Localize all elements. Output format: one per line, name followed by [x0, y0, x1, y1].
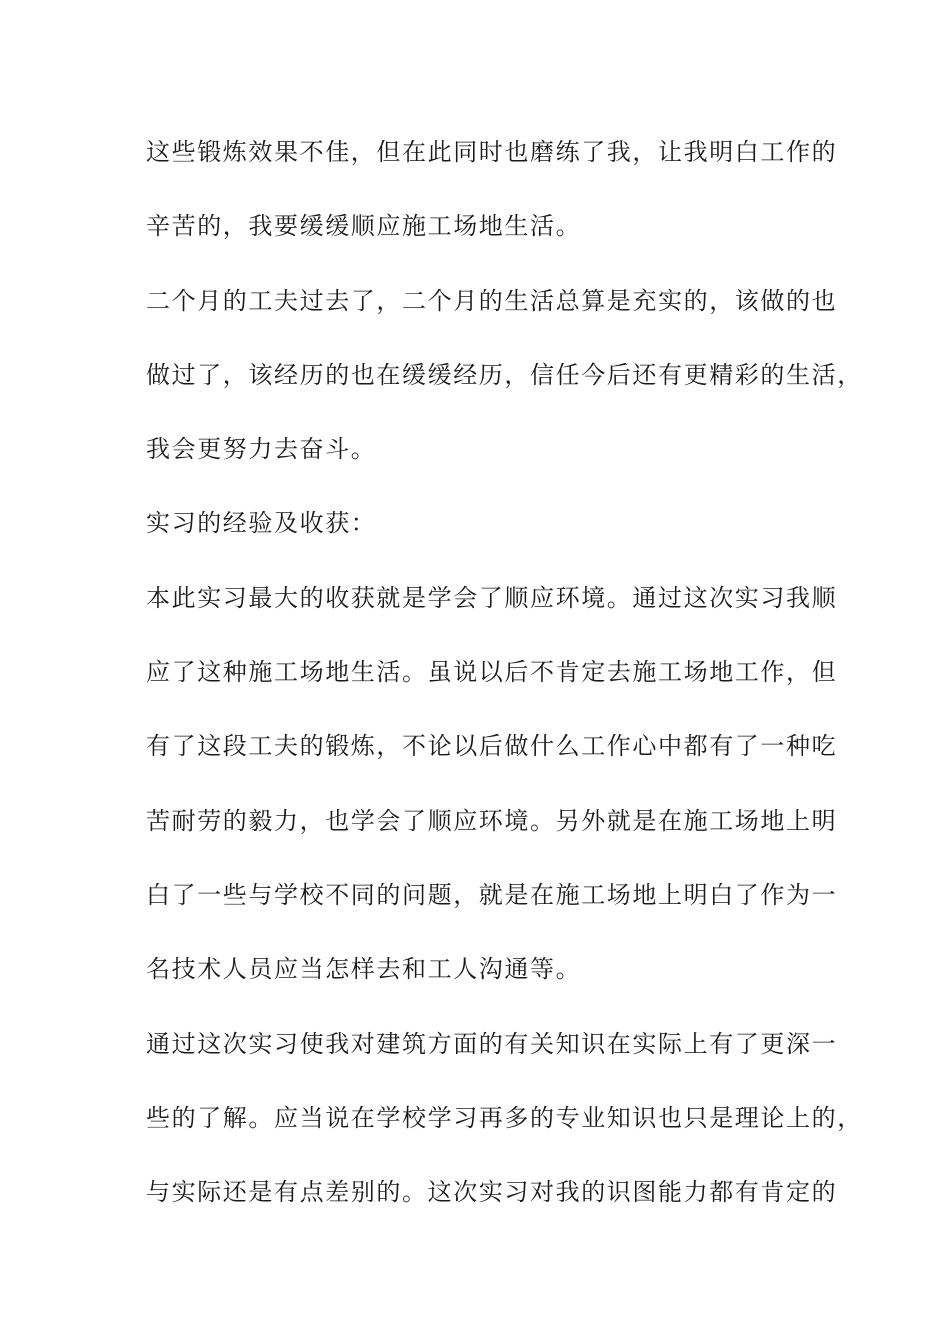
text-line: 本此实习最大的收获就是学会了顺应环境。通过这次实习我顺 [146, 583, 838, 612]
text-line: 辛苦的，我要缓缓顺应施工场地生活。 [146, 212, 582, 241]
text-line: 与实际还是有点差别的。这次实习对我的识图能力都有肯定的 [146, 1178, 838, 1207]
text-line: 我会更努力去奋斗。 [146, 435, 377, 464]
text-line: 苦耐劳的毅力，也学会了顺应环境。另外就是在施工场地上明 [146, 806, 838, 835]
text-line: 这些锻炼效果不佳，但在此同时也磨练了我，让我明白工作的 [146, 138, 838, 166]
section-heading: 实习的经验及收获： [146, 509, 377, 538]
text-line: 些的了解。应当说在学校学习再多的专业知识也只是理论上的， [146, 1103, 863, 1132]
text-line: 二个月的工夫过去了，二个月的生活总算是充实的，该做的也 [146, 286, 838, 315]
text-line: 有了这段工夫的锻炼，不论以后做什么工作心中都有了一种吃 [146, 732, 838, 761]
text-line: 名技术人员应当怎样去和工人沟通等。 [146, 955, 582, 984]
text-line: 白了一些与学校不同的问题，就是在施工场地上明白了作为一 [146, 880, 838, 909]
text-line: 做过了，该经历的也在缓缓经历，信任今后还有更精彩的生活， [146, 360, 863, 389]
text-line: 通过这次实习使我对建筑方面的有关知识在实际上有了更深一 [146, 1029, 838, 1058]
text-line: 应了这种施工场地生活。虽说以后不肯定去施工场地工作，但 [146, 658, 838, 687]
document-body [146, 130, 863, 1244]
